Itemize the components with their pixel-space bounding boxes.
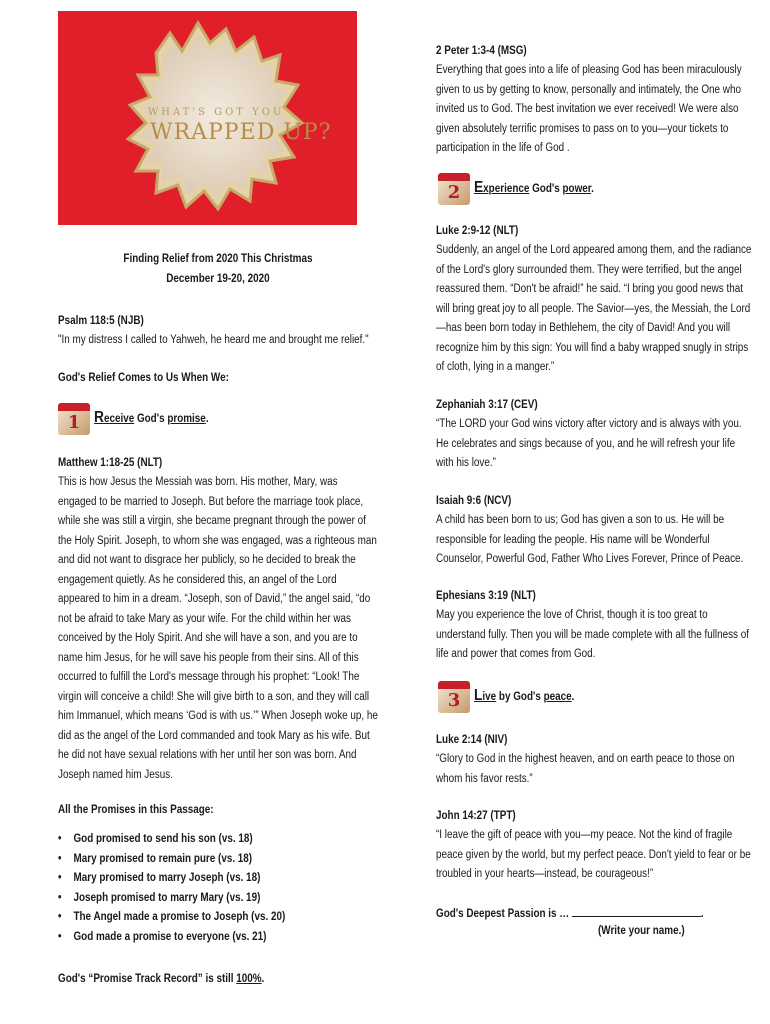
list-item: • Joseph promised to marry Mary (vs. 19) <box>58 889 770 909</box>
promises-heading: All the Promises in this Passage: <box>58 804 214 816</box>
hero-text-line1: WHAT'S GOT YOU <box>148 107 285 118</box>
list-item: • The Angel made a promise to Joseph (vs. 20) <box>58 908 770 928</box>
document-title: Finding Relief from 2020 This Christmas <box>123 253 313 265</box>
luke214-text: “Glory to God in the highest heaven, and on earth peace to those on whom his favor rests.” <box>436 753 735 785</box>
john-text: “I leave the gift of peace with you—my peace. Not the kind of fragile peace given by the world, but my perfect peace. Don't yield to fear or be troubled in your hearts—instead, be courageous!” <box>436 829 751 880</box>
track-record-value: 100% <box>236 973 262 985</box>
peter-text: Everything that goes into a life of pleasing God has been miraculously given to us by getting to know, personally and intimately, the One who invited us to God. The best invitation we ever received! We were also given absolutely terrific promises to pass on to you—your tickets to participation in the life of God . <box>436 64 742 154</box>
point-receive: 1 Receive God's promise. <box>58 403 227 435</box>
list-item: • Mary promised to remain pure (vs. 18) <box>58 850 770 870</box>
luke2-reference: Luke 2:9-12 (NLT) <box>436 225 519 237</box>
matthew-text: This is how Jesus the Messiah was born. His mother, Mary, was engaged to be married to Joseph. But before the marriage took place, while she was still a virgin, she became pregnant through the power of the Holy Spirit. Joseph, to whom she was engaged, was a righteous man and did not want to disgrace her publicly, so he decided to break the engagement quietly. As he considered this, an angel of the Lord appeared to him in a dream. “Joseph, son of David,” the angel said, “do not be afraid to take Mary as your wife. For the child within her was conceived by the Holy Spirit. And she will have a son, and you are to name him Jesus, for he will save his people from their sins. All of this occurred to fulfill the Lord's message through his prophet: “Look! The virgin will conceive a child! She will give birth to a son, and they will call him Immanuel, which means ‘God is with us.’” When Joseph woke up, he did as the angel of the Lord commanded and took Mary as his wife. But he did not have sexual relations with her until her son was born. And Joseph named him Jesus. <box>58 476 378 781</box>
zephaniah-reference: Zephaniah 3:17 (CEV) <box>436 399 538 411</box>
passion-line: God's Deepest Passion is … . <box>436 903 752 925</box>
point-keyword: power <box>562 183 592 196</box>
point-keyword: promise <box>167 413 206 426</box>
torn-paper-graphic <box>58 11 357 225</box>
john-reference: John 14:27 (TPT) <box>436 810 516 822</box>
calendar-number-icon: 2 <box>438 173 470 205</box>
relief-heading: God's Relief Comes to Us When We: <box>58 372 229 384</box>
point-cap-letter: L <box>474 687 483 705</box>
isaiah-reference: Isaiah 9:6 (NCV) <box>436 495 512 507</box>
document-date: December 19-20, 2020 <box>166 273 270 285</box>
luke2-text: Suddenly, an angel of the Lord appeared among them, and the radiance of the Lord's glory surrounded them. They were terrified, but the angel reassured them. “Don't be afraid!” he said. “I bring you good news that will bring great joy to all people. The Savior—yes, the Messiah, the Lord—has been born today in Bethlehem, the city of David! And you will recognize him by this sign: You will find a baby wrapped snugly in strips of cloth, lying in a manger.” <box>436 244 752 373</box>
list-item: • God made a promise to everyone (vs. 21) <box>58 928 770 948</box>
track-record: God's “Promise Track Record” is still 100%. <box>58 973 265 985</box>
zephaniah-text: “The LORD your God wins victory after victory and is always with you. He celebrates and sings because of you, and he will refresh your life with his love.” <box>436 418 742 469</box>
psalm-text: "In my distress I called to Yahweh, he heard me and brought me relief." <box>58 334 369 346</box>
hero-text-line2: WRAPPED UP? <box>150 120 332 145</box>
list-item: • God promised to send his son (vs. 18) <box>58 830 770 850</box>
point-cap-letter: R <box>94 409 104 427</box>
calendar-number-icon: 1 <box>58 403 90 435</box>
point-cap-letter: E <box>474 179 484 197</box>
write-name-instruction: (Write your name.) <box>598 925 685 937</box>
calendar-number-icon: 3 <box>438 681 470 713</box>
matthew-reference: Matthew 1:18-25 (NLT) <box>58 457 163 469</box>
luke214-reference: Luke 2:14 (NIV) <box>436 734 508 746</box>
point-keyword: peace <box>543 691 572 704</box>
ephesians-text: May you experience the love of Christ, though it is too great to understand fully. Then you will be made complete with all the fullness of life and power that comes from God. <box>436 609 749 660</box>
ephesians-reference: Ephesians 3:19 (NLT) <box>436 590 536 602</box>
isaiah-text: A child has been born to us; God has given a son to us. He will be responsible for leading the people. His name will be Wonderful Counselor, Powerful God, Father Who Lives Forever, Prince of Peace. <box>436 514 744 565</box>
hero-image <box>58 11 357 225</box>
name-blank-field[interactable] <box>572 903 701 917</box>
peter-reference: 2 Peter 1:3-4 (MSG) <box>436 45 527 57</box>
point-live: 3 Live by God's peace. <box>438 681 591 713</box>
psalm-reference: Psalm 118:5 (NJB) <box>58 315 144 327</box>
list-item: • Mary promised to marry Joseph (vs. 18) <box>58 869 770 889</box>
point-experience: 2 Experience God's power. <box>438 173 613 205</box>
